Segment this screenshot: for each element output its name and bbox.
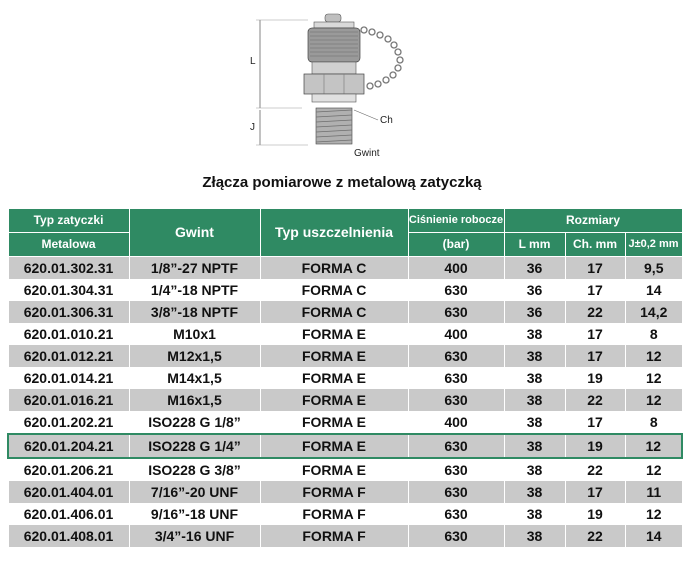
cell-code: 620.01.204.21: [8, 434, 129, 458]
cell-code: 620.01.202.21: [8, 411, 129, 434]
cell-l: 38: [504, 367, 565, 389]
cell-bar: 400: [408, 411, 504, 434]
cell-gwint: M14x1,5: [129, 367, 260, 389]
cell-code: 620.01.408.01: [8, 525, 129, 547]
header-l-mm: L mm: [504, 233, 565, 257]
table-caption: Złącza pomiarowe z metalową zatyczką: [202, 174, 482, 191]
cell-ch: 22: [565, 458, 625, 481]
cell-code: 620.01.206.21: [8, 458, 129, 481]
cell-j: 12: [625, 345, 682, 367]
table-row[interactable]: [8, 367, 682, 389]
header-typ-uszczelnienia: Typ uszczelnienia: [260, 209, 408, 257]
cell-code: 620.01.306.31: [8, 301, 129, 323]
table-row[interactable]: [8, 481, 682, 503]
cell-seal: FORMA C: [260, 257, 408, 280]
cell-code: 620.01.302.31: [8, 257, 129, 280]
table-row[interactable]: [8, 323, 682, 345]
table-row[interactable]: [8, 345, 682, 367]
cell-bar: 630: [408, 503, 504, 525]
cell-l: 38: [504, 411, 565, 434]
dim-label-gwint: Gwint: [354, 148, 380, 159]
cell-code: 620.01.012.21: [8, 345, 129, 367]
cell-bar: 630: [408, 481, 504, 503]
cell-gwint: 7/16”-20 UNF: [129, 481, 260, 503]
cell-seal: FORMA E: [260, 367, 408, 389]
dim-label-j: J: [250, 122, 255, 133]
cell-code: 620.01.016.21: [8, 389, 129, 411]
header-bar: (bar): [408, 233, 504, 257]
cell-bar: 630: [408, 525, 504, 547]
cell-bar: 630: [408, 279, 504, 301]
cell-bar: 630: [408, 458, 504, 481]
dim-label-l: L: [250, 56, 256, 67]
cell-gwint: ISO228 G 1/4”: [129, 434, 260, 458]
cell-code: 620.01.404.01: [8, 481, 129, 503]
cell-j: 8: [625, 411, 682, 434]
cell-j: 12: [625, 458, 682, 481]
cell-ch: 17: [565, 279, 625, 301]
cell-l: 36: [504, 279, 565, 301]
cell-l: 38: [504, 345, 565, 367]
cell-j: 12: [625, 367, 682, 389]
cell-l: 38: [504, 503, 565, 525]
header-j-mm: J±0,2 mm: [625, 233, 682, 257]
cell-ch: 17: [565, 411, 625, 434]
cell-bar: 630: [408, 301, 504, 323]
cell-l: 38: [504, 434, 565, 458]
cell-seal: FORMA C: [260, 279, 408, 301]
table-body: [8, 257, 682, 548]
table-row[interactable]: [8, 434, 682, 458]
cell-ch: 17: [565, 257, 625, 280]
cell-ch: 19: [565, 367, 625, 389]
table-row[interactable]: [8, 301, 682, 323]
cell-ch: 17: [565, 323, 625, 345]
cell-gwint: 3/8”-18 NPTF: [129, 301, 260, 323]
cell-j: 12: [625, 389, 682, 411]
cell-code: 620.01.304.31: [8, 279, 129, 301]
cell-bar: 630: [408, 345, 504, 367]
cell-seal: FORMA E: [260, 323, 408, 345]
cell-j: 9,5: [625, 257, 682, 280]
table-row[interactable]: [8, 458, 682, 481]
cell-seal: FORMA C: [260, 301, 408, 323]
cell-seal: FORMA E: [260, 434, 408, 458]
cell-j: 8: [625, 323, 682, 345]
cell-bar: 400: [408, 323, 504, 345]
cell-bar: 630: [408, 434, 504, 458]
cell-gwint: M16x1,5: [129, 389, 260, 411]
header-gwint: Gwint: [129, 209, 260, 257]
cell-seal: FORMA F: [260, 481, 408, 503]
cell-code: 620.01.406.01: [8, 503, 129, 525]
cell-l: 38: [504, 525, 565, 547]
header-cisnienie: Ciśnienie robocze: [408, 209, 504, 233]
cell-seal: FORMA E: [260, 458, 408, 481]
header-typ-zatyczki: Typ zatyczki: [8, 209, 129, 233]
cell-seal: FORMA E: [260, 411, 408, 434]
table-row[interactable]: [8, 503, 682, 525]
cell-ch: 17: [565, 345, 625, 367]
cell-bar: 630: [408, 389, 504, 411]
cell-ch: 22: [565, 301, 625, 323]
cell-gwint: M12x1,5: [129, 345, 260, 367]
cell-code: 620.01.010.21: [8, 323, 129, 345]
cell-bar: 630: [408, 367, 504, 389]
cell-gwint: 3/4”-16 UNF: [129, 525, 260, 547]
table-row[interactable]: [8, 257, 682, 280]
table-row[interactable]: [8, 389, 682, 411]
table-row[interactable]: [8, 525, 682, 547]
header-metalowa: Metalowa: [8, 233, 129, 257]
fitting-drawing: [230, 0, 470, 165]
cell-seal: FORMA F: [260, 503, 408, 525]
cell-ch: 17: [565, 481, 625, 503]
cell-ch: 19: [565, 503, 625, 525]
cell-l: 38: [504, 481, 565, 503]
cell-j: 12: [625, 503, 682, 525]
header-ch-mm: Ch. mm: [565, 233, 625, 257]
cell-l: 38: [504, 323, 565, 345]
cell-j: 14: [625, 279, 682, 301]
table-row[interactable]: [8, 411, 682, 434]
cell-gwint: 9/16”-18 UNF: [129, 503, 260, 525]
cell-ch: 22: [565, 389, 625, 411]
cell-j: 14: [625, 525, 682, 547]
cell-l: 38: [504, 458, 565, 481]
dim-label-ch: Ch: [380, 115, 393, 126]
cell-gwint: M10x1: [129, 323, 260, 345]
cell-code: 620.01.014.21: [8, 367, 129, 389]
cell-l: 36: [504, 257, 565, 280]
cell-ch: 22: [565, 525, 625, 547]
cell-j: 12: [625, 434, 682, 458]
cell-gwint: ISO228 G 3/8”: [129, 458, 260, 481]
table-row[interactable]: [8, 279, 682, 301]
cell-l: 36: [504, 301, 565, 323]
cell-bar: 400: [408, 257, 504, 280]
cell-seal: FORMA E: [260, 389, 408, 411]
cell-gwint: 1/4”-18 NPTF: [129, 279, 260, 301]
cell-j: 11: [625, 481, 682, 503]
cell-gwint: ISO228 G 1/8”: [129, 411, 260, 434]
cell-seal: FORMA F: [260, 525, 408, 547]
header-rozmiary: Rozmiary: [504, 209, 682, 233]
cell-l: 38: [504, 389, 565, 411]
cell-ch: 19: [565, 434, 625, 458]
cell-j: 14,2: [625, 301, 682, 323]
cell-seal: FORMA E: [260, 345, 408, 367]
cell-gwint: 1/8”-27 NPTF: [129, 257, 260, 280]
spec-table: [7, 208, 683, 547]
